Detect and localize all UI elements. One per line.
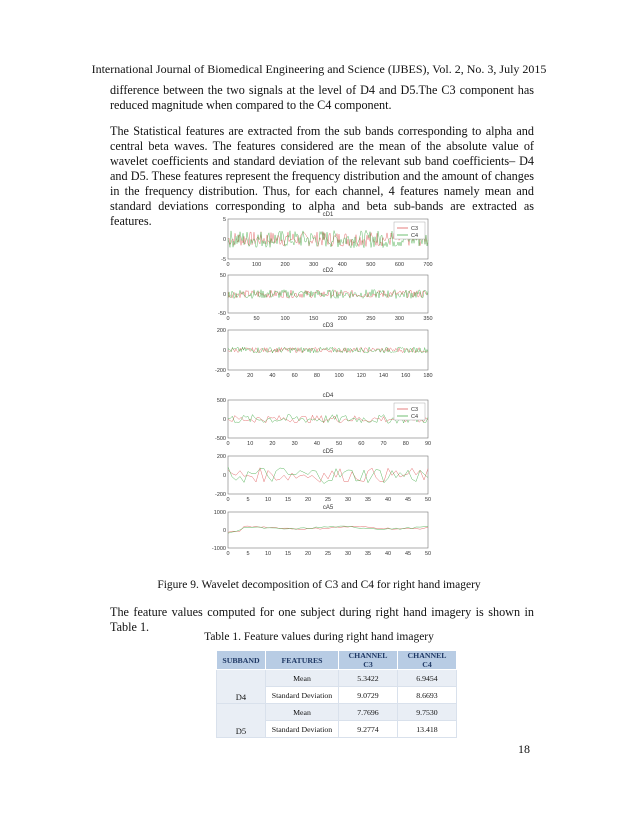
y-tick-label: 200	[216, 454, 226, 460]
legend-label: C4	[411, 233, 419, 239]
x-tick-label: 200	[337, 316, 347, 322]
x-tick-label: 300	[309, 262, 319, 268]
y-tick-label: -5	[221, 257, 226, 263]
x-tick-label: 20	[304, 551, 312, 557]
table-header-row	[217, 651, 457, 670]
y-tick-label: -1000	[211, 546, 226, 552]
x-tick-label: 25	[324, 551, 332, 557]
series-C4	[228, 290, 428, 299]
subplot-cD5	[215, 449, 431, 503]
x-tick-label: 100	[280, 316, 290, 322]
x-tick-label: 0	[226, 551, 230, 557]
x-tick-label: 40	[313, 441, 320, 447]
series-C4	[228, 526, 428, 533]
x-tick-label: 45	[404, 551, 412, 557]
x-tick-label: 60	[358, 441, 365, 447]
paragraph-intro: difference between the two signals at the level of D4 and D5.The C3 component has reduced magnitude when compared to the C4 component.	[110, 83, 534, 112]
legend-label: C3	[411, 226, 419, 232]
x-tick-label: 300	[394, 316, 405, 322]
feature-cell: Mean	[266, 704, 339, 721]
header-subband: SUBBAND	[217, 651, 266, 670]
subplot-title: cD3	[322, 323, 334, 329]
x-tick-label: 150	[309, 316, 319, 322]
x-tick-label: 35	[364, 497, 372, 503]
y-tick-label: -200	[214, 368, 226, 374]
wavelet-figure	[200, 207, 440, 567]
x-tick-label: 30	[291, 441, 298, 447]
x-tick-label: 400	[337, 262, 347, 268]
y-tick-label: 0	[222, 473, 226, 479]
x-tick-label: 500	[366, 262, 376, 268]
feature-cell: Standard Deviation	[266, 721, 339, 738]
y-tick-label: 500	[216, 398, 226, 404]
subplot-title: cD2	[322, 268, 334, 274]
y-tick-label: -50	[218, 311, 226, 317]
c3-cell: 5.3422	[339, 670, 398, 687]
x-tick-label: 50	[336, 441, 343, 447]
x-tick-label: 50	[424, 551, 432, 557]
x-tick-label: 600	[394, 262, 405, 268]
header-channel-c4: CHANNEL C4	[398, 651, 457, 670]
x-tick-label: 10	[264, 551, 272, 557]
subband-cell: D5	[217, 704, 266, 738]
feature-cell: Standard Deviation	[266, 687, 339, 704]
feature-table	[216, 650, 457, 738]
c4-cell: 13.418	[398, 721, 457, 738]
legend-label: C3	[411, 407, 419, 413]
x-tick-label: 0	[226, 441, 230, 447]
c4-cell: 8.6693	[398, 687, 457, 704]
x-tick-label: 200	[280, 262, 290, 268]
x-tick-label: 30	[344, 551, 352, 557]
subplot-title: cD1	[322, 212, 334, 218]
x-tick-label: 20	[247, 373, 254, 379]
y-tick-label: 0	[222, 528, 226, 534]
table-caption: Table 1. Feature values during right hand imagery	[204, 631, 434, 643]
y-tick-label: 0	[222, 237, 226, 243]
x-tick-label: 40	[384, 497, 392, 503]
subplot-title: cD5	[322, 449, 334, 455]
x-tick-label: 250	[366, 316, 376, 322]
x-tick-label: 80	[313, 373, 320, 379]
x-tick-label: 30	[344, 497, 352, 503]
x-tick-label: 160	[401, 373, 411, 379]
y-tick-label: 0	[222, 417, 226, 423]
x-tick-label: 140	[378, 373, 389, 379]
subplot-cD4	[215, 393, 431, 447]
header-features: FEATURES	[266, 651, 339, 670]
x-tick-label: 0	[226, 262, 230, 268]
legend-label: C4	[411, 414, 419, 420]
x-tick-label: 0	[226, 497, 230, 503]
x-tick-label: 45	[404, 497, 412, 503]
y-tick-label: -200	[214, 492, 226, 498]
x-tick-label: 5	[246, 551, 250, 557]
subplot-cD3	[215, 323, 433, 379]
journal-header: International Journal of Biomedical Engineering and Science (IJBES), Vol. 2, No. 3, July 2015	[91, 62, 547, 76]
y-tick-label: 5	[222, 217, 226, 223]
c3-cell: 9.0729	[339, 687, 398, 704]
x-tick-label: 40	[269, 373, 276, 379]
x-tick-label: 100	[334, 373, 344, 379]
c3-cell: 7.7696	[339, 704, 398, 721]
subplot-title: cA5	[322, 505, 334, 511]
y-tick-label: 0	[222, 292, 226, 298]
x-tick-label: 50	[253, 316, 260, 322]
x-tick-label: 0	[226, 316, 230, 322]
legend-box	[394, 403, 425, 420]
x-tick-label: 0	[226, 373, 230, 379]
x-tick-label: 5	[246, 497, 250, 503]
page-number: 18	[518, 742, 530, 756]
x-tick-label: 15	[284, 497, 292, 503]
plot-frame	[228, 330, 428, 370]
x-tick-label: 350	[423, 316, 433, 322]
c3-cell: 9.2774	[339, 721, 398, 738]
subplot-title: cD4	[322, 393, 334, 399]
x-tick-label: 180	[423, 373, 433, 379]
x-tick-label: 60	[291, 373, 298, 379]
paragraph-features: The Statistical features are extracted from the sub bands corresponding to alpha and central beta waves. The features considered are the mean of the absolute value of wavelet coefficients and standard deviation of the relevant sub band coefficients– D4 and D5. These features represent the frequency distribution and the amount of changes in the frequency distribution. Thus, for each channel, 4 features namely mean and standard deviations corresponding to alpha and beta sub-bands are extracted as features.	[110, 124, 534, 228]
x-tick-label: 20	[304, 497, 312, 503]
plot-frame	[228, 512, 428, 548]
table-row	[217, 670, 457, 687]
x-tick-label: 25	[324, 497, 332, 503]
x-tick-label: 15	[284, 551, 292, 557]
feature-cell: Mean	[266, 670, 339, 687]
x-tick-label: 120	[356, 373, 366, 379]
c4-cell: 6.9454	[398, 670, 457, 687]
paragraph-table-intro: The feature values computed for one subject during right hand imagery is shown in Table 1.	[110, 605, 534, 634]
x-tick-label: 40	[384, 551, 392, 557]
c4-cell: 9.7530	[398, 704, 457, 721]
x-tick-label: 10	[264, 497, 272, 503]
y-tick-label: 50	[219, 273, 226, 279]
y-tick-label: 1000	[213, 510, 226, 516]
y-tick-label: -500	[214, 436, 226, 442]
x-tick-label: 10	[247, 441, 254, 447]
x-tick-label: 70	[380, 441, 387, 447]
subplot-cD1	[221, 212, 432, 268]
table-row	[217, 704, 457, 721]
x-tick-label: 700	[423, 262, 433, 268]
header-channel-c3: CHANNEL C3	[339, 651, 398, 670]
x-tick-label: 20	[269, 441, 276, 447]
y-tick-label: 200	[216, 328, 226, 334]
x-tick-label: 35	[364, 551, 372, 557]
y-tick-label: 0	[222, 348, 226, 354]
legend-box	[394, 222, 425, 239]
x-tick-label: 50	[424, 497, 432, 503]
x-tick-label: 80	[402, 441, 409, 447]
subband-cell: D4	[217, 670, 266, 704]
subplot-cA5	[212, 505, 431, 557]
x-tick-label: 90	[424, 441, 432, 447]
figure-caption: Figure 9. Wavelet decomposition of C3 and C4 for right hand imagery	[157, 579, 481, 591]
subplot-cD2	[218, 268, 433, 322]
x-tick-label: 100	[251, 262, 262, 268]
